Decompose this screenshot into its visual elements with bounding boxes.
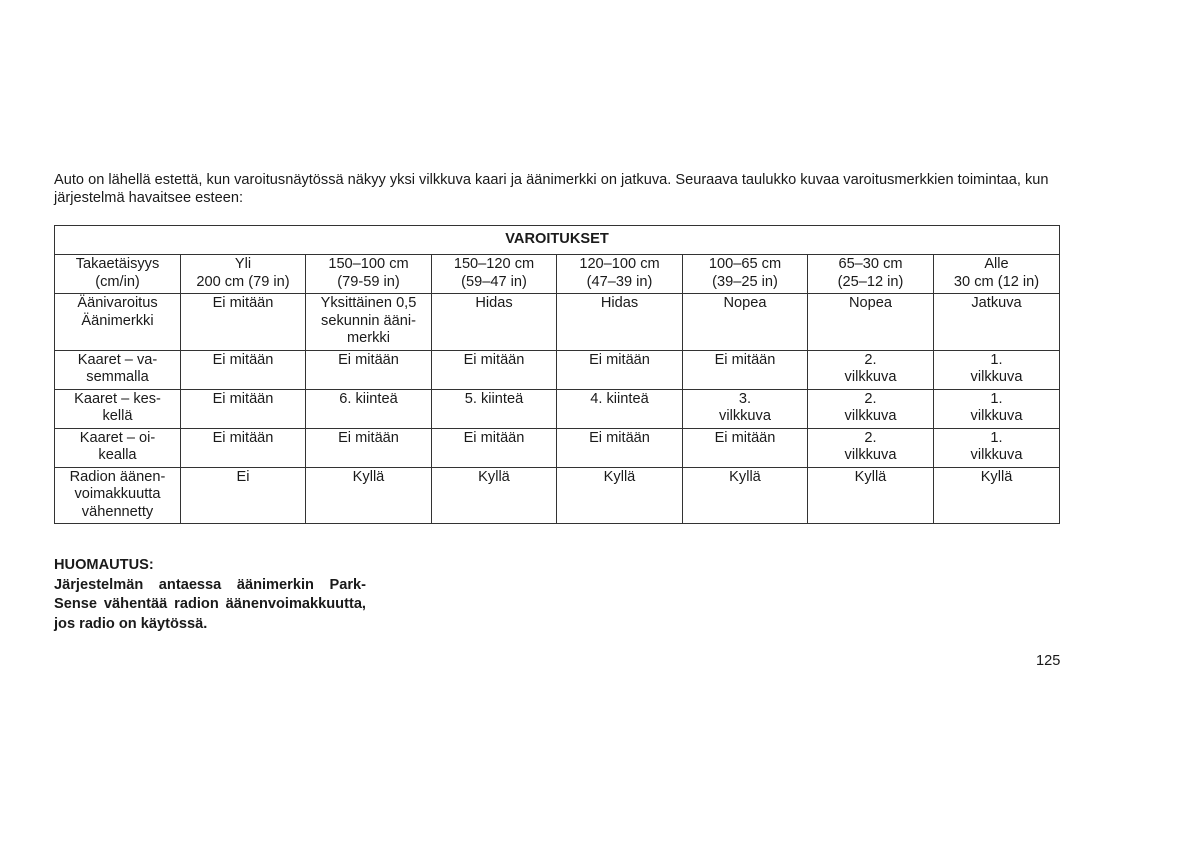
table-row-audio-warning — [55, 294, 1060, 351]
table-cell: Kyllä — [683, 467, 808, 524]
table-row-arcs-right — [55, 428, 1060, 467]
row-label: Radion äänen- voimakkuutta vähennetty — [55, 467, 181, 524]
table-row-arcs-center — [55, 389, 1060, 428]
table-cell: Hidas — [432, 294, 557, 351]
table-cell: 1. vilkkuva — [934, 350, 1060, 389]
table-row-arcs-left — [55, 350, 1060, 389]
table-title: VAROITUKSET — [55, 226, 1060, 255]
header-cell: 150–120 cm (59–47 in) — [432, 255, 557, 294]
header-cell: Yli 200 cm (79 in) — [181, 255, 306, 294]
table-cell: 4. kiinteä — [557, 389, 683, 428]
note-block — [54, 556, 366, 634]
table-header-row — [55, 255, 1060, 294]
table-cell: Ei mitään — [683, 350, 808, 389]
table-cell: 2. vilkkuva — [808, 389, 934, 428]
table-cell: Ei mitään — [181, 389, 306, 428]
table-cell: 1. vilkkuva — [934, 428, 1060, 467]
table-cell: Ei mitään — [306, 428, 432, 467]
row-label: Kaaret – va- semmalla — [55, 350, 181, 389]
table-cell: 6. kiinteä — [306, 389, 432, 428]
header-cell: 150–100 cm (79-59 in) — [306, 255, 432, 294]
table-cell: Ei mitään — [683, 428, 808, 467]
table-cell: Ei mitään — [181, 428, 306, 467]
table-cell: Ei mitään — [557, 350, 683, 389]
page-number: 125 — [1036, 653, 1061, 669]
table-cell: Nopea — [683, 294, 808, 351]
header-cell: 65–30 cm (25–12 in) — [808, 255, 934, 294]
header-cell: 100–65 cm (39–25 in) — [683, 255, 808, 294]
table-cell: Kyllä — [808, 467, 934, 524]
table-title-row — [55, 226, 1060, 255]
warnings-table — [54, 225, 1060, 524]
table-cell: 2. vilkkuva — [808, 428, 934, 467]
intro-paragraph: Auto on lähellä estettä, kun varoitusnäytössä näkyy yksi vilkkuva kaari ja äänimerkki on jatkuva. Seuraava taulukko kuvaa varoitusmerkkien toimintaa, kun järjestelmä havaitsee esteen: — [54, 172, 1049, 206]
table-cell: 5. kiinteä — [432, 389, 557, 428]
table-cell: Ei mitään — [557, 428, 683, 467]
table-cell: Ei mitään — [432, 428, 557, 467]
table-cell: Ei mitään — [432, 350, 557, 389]
table-cell: Ei mitään — [181, 294, 306, 351]
table-cell: Hidas — [557, 294, 683, 351]
header-label: Takaetäisyys (cm/in) — [55, 255, 181, 294]
table-cell: Nopea — [808, 294, 934, 351]
table-cell: 2. vilkkuva — [808, 350, 934, 389]
table-cell: Ei — [181, 467, 306, 524]
note-heading: HUOMAUTUS: — [54, 557, 154, 573]
table-row-radio-volume — [55, 467, 1060, 524]
table-cell: 3. vilkkuva — [683, 389, 808, 428]
header-cell: 120–100 cm (47–39 in) — [557, 255, 683, 294]
row-label: Äänivaroitus Äänimerkki — [55, 294, 181, 351]
table-cell: Jatkuva — [934, 294, 1060, 351]
note-body: Järjestelmän antaessa äänimerkin Park-Sense vähentää radion äänenvoimakkuutta, jos radio on käytössä. — [54, 576, 366, 632]
table-cell: Kyllä — [306, 467, 432, 524]
table-cell: Ei mitään — [306, 350, 432, 389]
table-cell: 1. vilkkuva — [934, 389, 1060, 428]
header-cell: Alle 30 cm (12 in) — [934, 255, 1060, 294]
row-label: Kaaret – kes- kellä — [55, 389, 181, 428]
table-cell: Ei mitään — [181, 350, 306, 389]
table-cell: Kyllä — [934, 467, 1060, 524]
table-cell: Kyllä — [557, 467, 683, 524]
row-label: Kaaret – oi- kealla — [55, 428, 181, 467]
table-cell: Kyllä — [432, 467, 557, 524]
table-cell: Yksittäinen 0,5 sekunnin ääni- merkki — [306, 294, 432, 351]
